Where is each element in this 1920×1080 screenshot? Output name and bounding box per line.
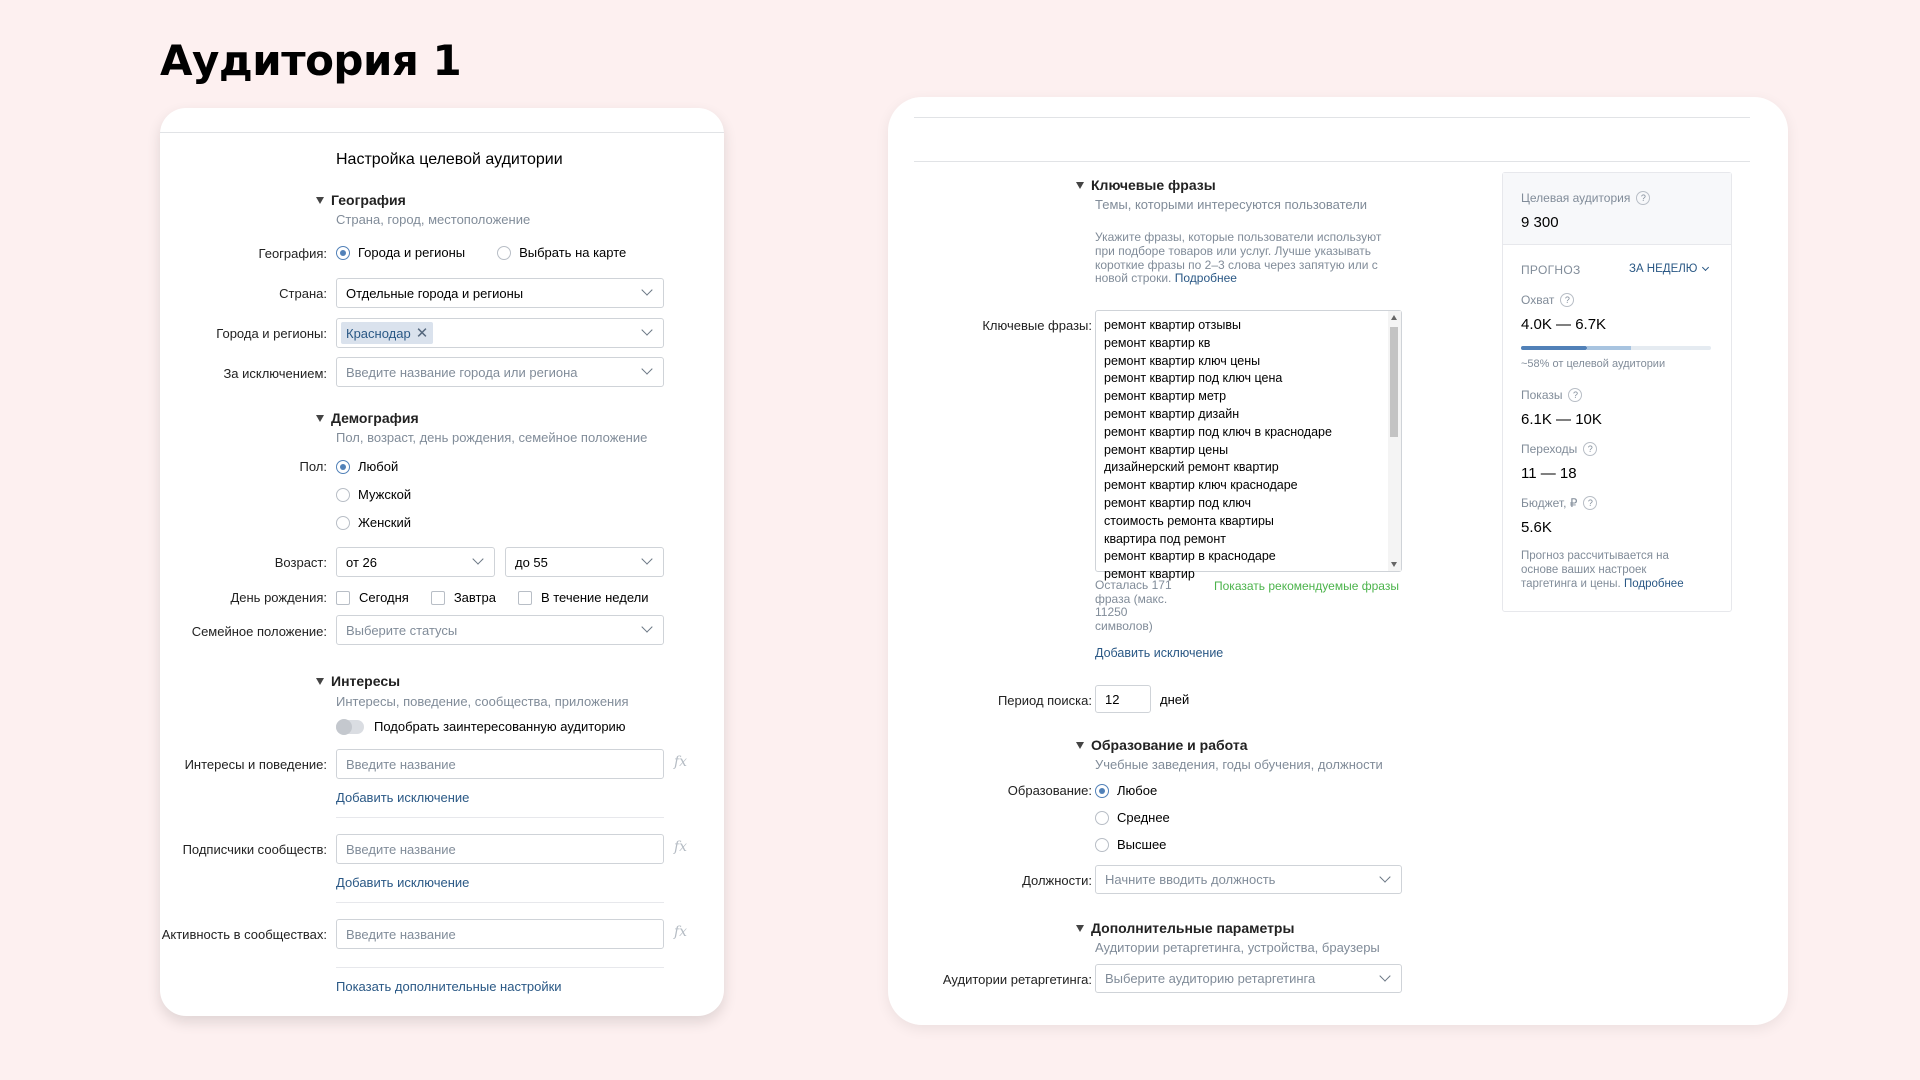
radio-label: Высшее xyxy=(1117,837,1167,852)
retarget-select[interactable] xyxy=(1095,964,1402,993)
keyword-item: ремонт квартир метр xyxy=(1104,389,1227,404)
divider xyxy=(336,817,664,818)
select-value: от 26 xyxy=(346,554,377,570)
section-demography[interactable] xyxy=(316,410,419,426)
forecast-note xyxy=(1521,549,1701,591)
period-label: Период поиска: xyxy=(997,693,1092,708)
geo-label: География: xyxy=(258,246,327,261)
reach-note: ~58% от целевой аудитории xyxy=(1521,358,1666,370)
budget-value: 5.6K xyxy=(1521,519,1552,536)
panel-divider xyxy=(160,132,724,133)
divider xyxy=(336,902,664,903)
keyword-item: ремонт квартир ключ краснодаре xyxy=(1104,478,1298,493)
divider xyxy=(336,967,664,968)
radio-edu-high[interactable] xyxy=(1095,837,1166,852)
keyword-item: дизайнерский ремонт квартир xyxy=(1104,460,1279,475)
fx-icon[interactable]: fx xyxy=(674,924,688,940)
keyword-item: ремонт квартир кв xyxy=(1104,335,1211,350)
keywords-remaining: Осталась 171 фраза (макс. 11250 символов) xyxy=(1095,578,1172,633)
cities-select[interactable] xyxy=(336,318,664,348)
clicks-label xyxy=(1521,442,1597,456)
section-title: Образование и работа xyxy=(1091,737,1248,753)
activity-input[interactable] xyxy=(336,919,664,949)
help-icon[interactable]: ? xyxy=(1583,442,1597,456)
cities-label: Города и регионы: xyxy=(216,326,327,341)
radio-icon xyxy=(497,246,511,260)
radio-icon xyxy=(336,488,350,502)
chevron-down-icon xyxy=(1702,264,1709,271)
chevron-down-icon xyxy=(639,325,657,341)
position-select[interactable] xyxy=(1095,865,1402,894)
placeholder: Выберите аудиторию ретаргетинга xyxy=(1105,971,1316,986)
chevron-down-icon xyxy=(639,622,657,638)
target-label xyxy=(1521,191,1650,205)
collapse-triangle-icon xyxy=(316,678,324,685)
age-to-select[interactable] xyxy=(505,547,664,577)
keywords-panel xyxy=(888,97,1788,1025)
subscribers-input[interactable] xyxy=(336,834,664,864)
reach-progress-range xyxy=(1587,346,1631,350)
section-education[interactable] xyxy=(1076,737,1247,753)
section-subtitle: Пол, возраст, день рождения, семейное положение xyxy=(336,430,648,445)
placeholder: Введите название xyxy=(346,926,456,942)
collapse-triangle-icon xyxy=(316,415,324,422)
country-label: Страна: xyxy=(279,286,327,301)
help-icon[interactable]: ? xyxy=(1560,293,1574,307)
section-extra[interactable] xyxy=(1076,920,1294,936)
radio-gender-female[interactable] xyxy=(336,515,411,530)
scroll-thumb[interactable] xyxy=(1390,327,1398,437)
radio-label: Города и регионы xyxy=(358,245,466,260)
show-more-settings-link[interactable]: Показать дополнительные настройки xyxy=(336,979,562,994)
collapse-triangle-icon xyxy=(1076,742,1084,749)
collapse-triangle-icon xyxy=(1076,925,1084,932)
chevron-down-icon xyxy=(1377,872,1395,888)
radio-icon xyxy=(1095,838,1109,852)
radio-label: Выбрать на карте xyxy=(519,245,627,260)
section-title: География xyxy=(331,192,406,208)
radio-label: Женский xyxy=(358,515,411,530)
checkbox-label: В течение недели xyxy=(540,590,649,605)
section-title: Ключевые фразы xyxy=(1091,177,1216,193)
behavior-input[interactable] xyxy=(336,749,664,779)
placeholder: Введите название xyxy=(346,841,456,857)
reach-progress-fill xyxy=(1521,346,1587,350)
toggle-label: Подобрать заинтересованную аудиторию xyxy=(374,719,626,734)
shows-label xyxy=(1521,388,1582,402)
checkbox-icon xyxy=(431,591,445,605)
forecast-card xyxy=(1502,172,1732,612)
reach-value: 4.0K — 6.7K xyxy=(1521,316,1607,333)
label-text: Показы xyxy=(1521,388,1563,402)
keyword-item: ремонт квартир в краснодаре xyxy=(1104,549,1276,564)
section-subtitle: Страна, город, местоположение xyxy=(336,212,531,227)
help-icon[interactable]: ? xyxy=(1583,496,1597,510)
radio-icon xyxy=(1095,811,1109,825)
chevron-down-icon xyxy=(639,364,657,380)
activity-label: Активность в сообществах: xyxy=(161,927,327,942)
scroll-down-icon[interactable] xyxy=(1391,562,1397,567)
help-icon[interactable]: ? xyxy=(1636,191,1650,205)
toggle-switch[interactable] xyxy=(336,720,364,734)
section-subtitle: Интересы, поведение, сообщества, приложения xyxy=(336,694,629,709)
audience-settings-panel xyxy=(160,108,724,1016)
scrollbar[interactable] xyxy=(1388,311,1401,571)
radio-label: Мужской xyxy=(358,487,412,502)
keyword-item: стоимость ремонта квартиры xyxy=(1104,513,1274,528)
chevron-down-icon xyxy=(1377,971,1395,987)
keywords-list xyxy=(1104,317,1332,584)
section-subtitle: Аудитории ретаргетинга, устройства, браузеры xyxy=(1095,940,1380,955)
keyword-item: ремонт квартир под ключ xyxy=(1104,495,1252,510)
radio-edu-middle[interactable] xyxy=(1095,810,1170,825)
section-subtitle: Темы, которыми интересуются пользователи xyxy=(1095,197,1368,212)
behavior-label: Интересы и поведение: xyxy=(184,757,327,772)
period-value: ЗА НЕДЕЛЮ xyxy=(1629,263,1698,275)
keyword-item: ремонт квартир отзывы xyxy=(1104,318,1242,332)
close-icon[interactable]: ✕ xyxy=(415,324,429,342)
collapse-triangle-icon xyxy=(316,197,324,204)
reach-label xyxy=(1521,293,1574,307)
label-text: Переходы xyxy=(1521,442,1578,456)
page-title: Аудитория 1 xyxy=(160,36,462,85)
panel-heading: Настройка целевой аудитории xyxy=(336,151,563,168)
radio-edu-any[interactable] xyxy=(1095,783,1157,798)
show-recommended-link[interactable]: Показать рекомендуемые фразы xyxy=(1214,579,1399,593)
radio-cities-regions[interactable] xyxy=(336,245,465,260)
radio-gender-male[interactable] xyxy=(336,487,411,502)
shows-value: 6.1K — 10K xyxy=(1521,411,1602,428)
keyword-item: ремонт квартир под ключ цена xyxy=(1104,371,1283,386)
target-value: 9 300 xyxy=(1521,214,1559,231)
help-icon[interactable]: ? xyxy=(1568,388,1582,402)
radio-selected-icon xyxy=(336,460,350,474)
except-select[interactable] xyxy=(336,357,664,387)
checkbox-icon xyxy=(336,591,350,605)
label-text: Целевая аудитория xyxy=(1521,191,1631,205)
keywords-label: Ключевые фразы: xyxy=(982,318,1092,333)
add-exclusion-link[interactable]: Добавить исключение xyxy=(336,790,470,805)
placeholder: Выберите статусы xyxy=(346,622,458,638)
education-label: Образование: xyxy=(1007,783,1092,798)
more-link[interactable]: Подробнее xyxy=(1174,271,1237,286)
keywords-textarea[interactable] xyxy=(1095,310,1402,582)
period-dropdown[interactable] xyxy=(1629,263,1708,275)
section-geography[interactable] xyxy=(316,192,406,208)
fx-icon[interactable]: fx xyxy=(674,754,688,770)
radio-label: Любой xyxy=(358,459,399,474)
select-value: до 55 xyxy=(515,554,548,570)
scroll-up-icon[interactable] xyxy=(1391,315,1397,320)
checkbox-icon xyxy=(518,591,532,605)
keywords-hint xyxy=(1095,231,1400,286)
country-select[interactable] xyxy=(336,278,664,308)
checkbox-label: Завтра xyxy=(453,590,496,605)
chevron-down-icon xyxy=(639,554,657,570)
chevron-down-icon xyxy=(470,554,488,570)
section-interests[interactable] xyxy=(316,673,400,689)
subscribers-label: Подписчики сообществ: xyxy=(182,842,327,857)
keyword-item: квартира под ремонт xyxy=(1104,531,1226,546)
checkbox-tomorrow[interactable] xyxy=(431,590,496,605)
age-from-select[interactable] xyxy=(336,547,495,577)
keyword-item: ремонт квартир под ключ в краснодаре xyxy=(1104,424,1332,439)
chevron-down-icon xyxy=(639,285,657,301)
budget-label xyxy=(1521,496,1597,510)
divider xyxy=(914,117,1750,118)
section-subtitle: Учебные заведения, годы обучения, должности xyxy=(1095,757,1383,772)
period-input[interactable] xyxy=(1095,685,1151,713)
radio-label: Среднее xyxy=(1117,810,1170,825)
input-value: 12 xyxy=(1105,691,1120,707)
retarget-label: Аудитории ретаргетинга: xyxy=(942,972,1092,987)
keyword-item: ремонт квартир цены xyxy=(1104,442,1229,457)
label-text: Охват xyxy=(1521,293,1555,307)
placeholder: Введите название города или региона xyxy=(346,364,578,380)
family-label: Семейное положение: xyxy=(191,624,327,639)
radio-icon xyxy=(336,516,350,530)
collapse-triangle-icon xyxy=(1076,182,1084,189)
add-exclusion-link[interactable]: Добавить исключение xyxy=(336,875,470,890)
keyword-item: ремонт квартир ключ цены xyxy=(1104,353,1261,368)
keyword-item: ремонт квартир xyxy=(1104,567,1195,582)
tag-label: Краснодар xyxy=(346,325,411,341)
radio-selected-icon xyxy=(1095,784,1109,798)
clicks-value: 11 — 18 xyxy=(1521,465,1577,482)
city-tag xyxy=(341,322,433,344)
checkbox-today[interactable] xyxy=(336,590,409,605)
target-audience-block xyxy=(1503,173,1731,245)
section-keywords[interactable] xyxy=(1076,177,1216,193)
gender-label: Пол: xyxy=(299,459,327,474)
select-value: Отдельные города и регионы xyxy=(346,285,524,301)
reach-progress-bar xyxy=(1521,346,1711,350)
birthday-label: День рождения: xyxy=(230,590,327,605)
period-unit: дней xyxy=(1160,692,1190,707)
radio-gender-any[interactable] xyxy=(336,459,398,474)
radio-label: Любое xyxy=(1117,783,1158,798)
keyword-item: ремонт квартир дизайн xyxy=(1104,406,1240,421)
more-link[interactable]: Подробнее xyxy=(1623,578,1684,590)
checkbox-label: Сегодня xyxy=(359,590,409,605)
divider xyxy=(914,161,1750,162)
forecast-label: ПРОГНОЗ xyxy=(1521,263,1581,277)
placeholder: Начните вводить должность xyxy=(1105,872,1276,887)
section-title: Интересы xyxy=(331,673,401,689)
label-text: Бюджет, ₽ xyxy=(1521,496,1578,510)
except-label: За исключением: xyxy=(223,366,327,381)
checkbox-week[interactable] xyxy=(518,590,649,605)
radio-choose-map[interactable] xyxy=(497,245,626,260)
placeholder: Введите название xyxy=(346,756,456,772)
age-label: Возраст: xyxy=(274,555,327,570)
section-title: Демография xyxy=(331,410,419,426)
family-select[interactable] xyxy=(336,615,664,645)
fx-icon[interactable]: fx xyxy=(674,839,688,855)
position-label: Должности: xyxy=(1022,873,1092,888)
add-exclusion-link[interactable]: Добавить исключение xyxy=(1095,646,1224,660)
note-text: Прогноз рассчитывается на основе ваших настроек таргетинга и цены. xyxy=(1521,550,1669,590)
radio-selected-icon xyxy=(336,246,350,260)
section-title: Дополнительные параметры xyxy=(1091,920,1295,936)
interest-toggle-row[interactable] xyxy=(336,719,626,734)
hint-text: Укажите фразы, которые пользователи используют при подборе товаров или услуг. Лучше указывать короткие фразы по 2–3 слова через запятую или с новой строки. xyxy=(1095,230,1382,286)
